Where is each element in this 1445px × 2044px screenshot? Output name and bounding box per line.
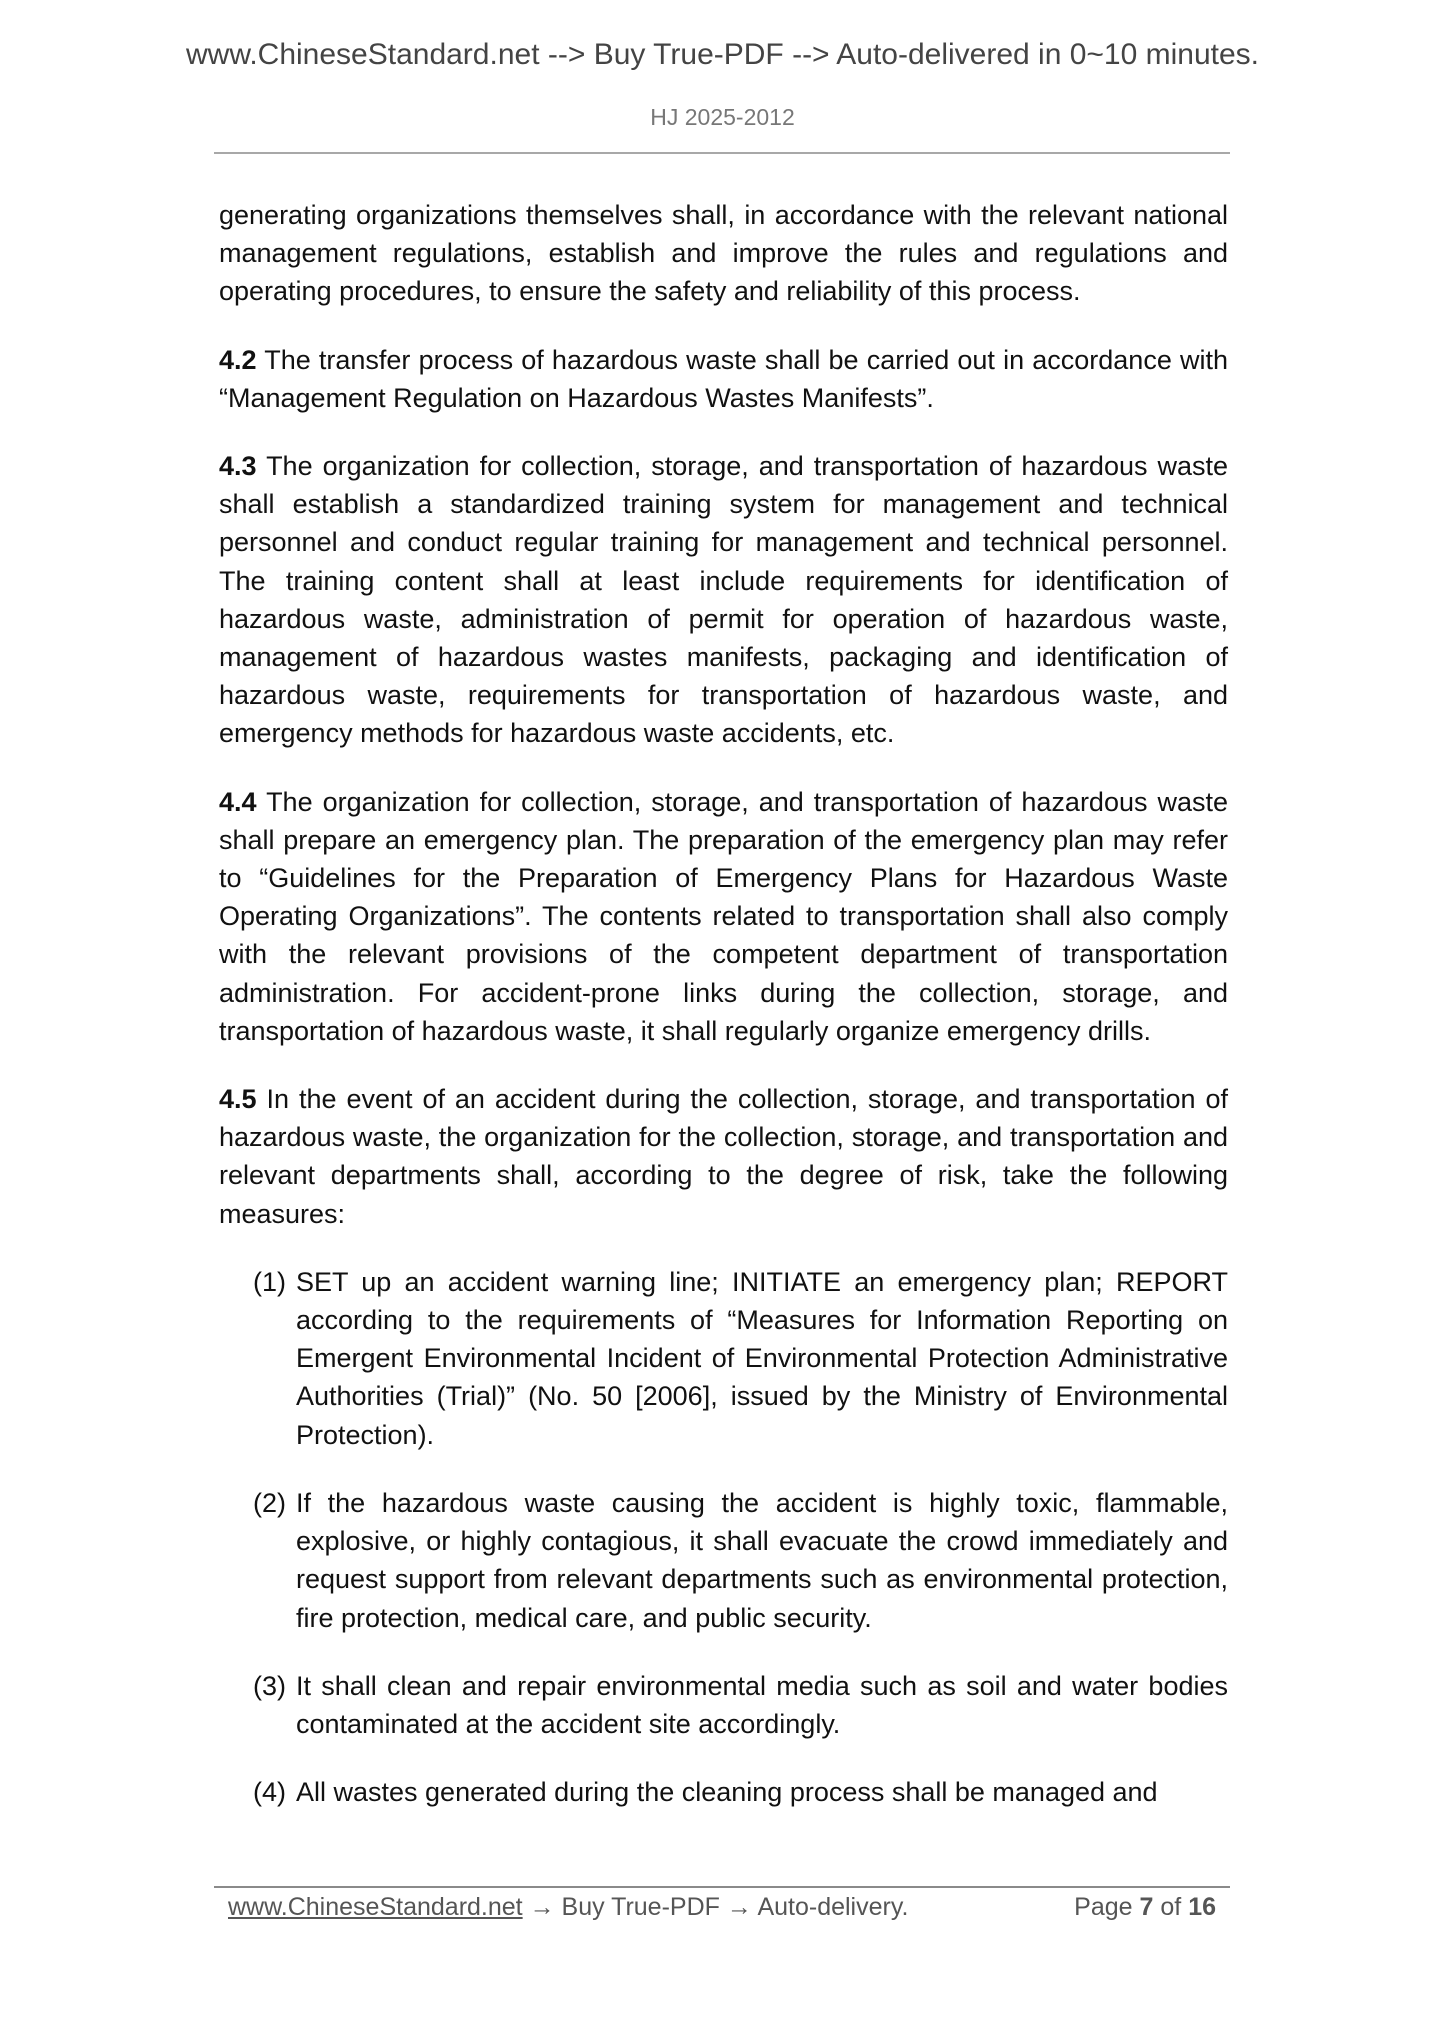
clause-number: 4.5 — [219, 1084, 257, 1115]
measure-text: SET up an accident warning line; INITIATE an emergency plan; REPORT according to the requirements of “Measures for Information Reporting on Emergent Environmental Incident of Environmental Protection Administrative Authorities (Trial)” (No. 50 [2006], issued by the Ministry of Environmental Protection). — [296, 1266, 1228, 1450]
clause-4-5 — [219, 1080, 1228, 1233]
page-current: 7 — [1139, 1893, 1154, 1921]
footer-delivery-text: Auto-delivery. — [757, 1893, 909, 1921]
measure-item-1 — [219, 1263, 1228, 1454]
measure-item-2 — [219, 1484, 1228, 1637]
measure-item-3 — [219, 1667, 1228, 1743]
page-footer — [228, 1893, 1216, 1922]
clause-text: In the event of an accident during the collection, storage, and transportation of hazardous waste, the organization for the collection, storage, and transportation and relevant departments shall, according to the degree of risk, take the following measures: — [219, 1084, 1228, 1229]
page-of-label: of — [1160, 1893, 1182, 1921]
top-banner: www.ChineseStandard.net --> Buy True-PDF --> Auto-delivered in 0~10 minutes. — [185, 38, 1260, 71]
measure-number: (2) — [253, 1487, 286, 1518]
footer-promo — [228, 1893, 908, 1922]
measure-text: It shall clean and repair environmental media such as soil and water bodies contaminated at the accident site accordingly. — [296, 1670, 1228, 1739]
document-body — [219, 196, 1228, 1841]
clause-4-4 — [219, 783, 1228, 1050]
clause-number: 4.2 — [219, 344, 257, 375]
clause-text: The transfer process of hazardous waste shall be carried out in accordance with “Management Regulation on Hazardous Wastes Manifests”. — [219, 344, 1229, 413]
document-code: HJ 2025-2012 — [650, 104, 795, 130]
measure-item-4 — [219, 1773, 1228, 1811]
measure-text: If the hazardous waste causing the accident is highly toxic, flammable, explosive, or highly contagious, it shall evacuate the crowd immediately and request support from relevant departments such as environmental protection, fire protection, medical care, and public security. — [296, 1487, 1228, 1633]
clause-number: 4.3 — [219, 451, 257, 482]
page-total: 16 — [1188, 1893, 1216, 1921]
header-divider — [214, 152, 1230, 154]
clause-4-2 — [219, 341, 1228, 417]
arrow-right-icon: → — [529, 1893, 555, 1921]
footer-site-link[interactable]: www.ChineseStandard.net — [228, 1893, 523, 1921]
clause-number: 4.4 — [219, 786, 257, 817]
footer-divider — [214, 1886, 1230, 1888]
arrow-right-icon: → — [726, 1893, 752, 1921]
clause-text: The organization for collection, storage, and transportation of hazardous waste shall prepare an emergency plan. The preparation of the emergency plan may refer to “Guidelines for the Preparation of Emergency Plans for Hazardous Waste Operating Organizations”. The contents related to transportation shall also comply with the relevant provisions of the competent department of transportation administration. For accident-prone links during the collection, storage, and transportation of hazardous waste, it shall regularly organize emergency drills. — [219, 786, 1229, 1046]
clause-text: The organization for collection, storage, and transportation of hazardous waste shall establish a standardized training system for management and technical personnel and conduct regular training for management and technical personnel. The training content shall at least include requirements for identification of hazardous waste, administration of permit for operation of hazardous waste, management of hazardous wastes manifests, packaging and identification of hazardous waste, requirements for transportation of hazardous waste, and emergency methods for hazardous waste accidents, etc. — [219, 451, 1229, 749]
measure-number: (1) — [253, 1266, 286, 1297]
clause-4-3 — [219, 447, 1228, 753]
measure-number: (4) — [253, 1777, 286, 1808]
page-label: Page — [1074, 1893, 1133, 1921]
measure-number: (3) — [253, 1670, 286, 1701]
intro-paragraph: generating organizations themselves shall, in accordance with the relevant national management regulations, establish and improve the rules and regulations and operating procedures, to ensure the safety and reliability of this process. — [219, 200, 1228, 307]
measure-text: All wastes generated during the cleaning process shall be managed and — [296, 1777, 1158, 1808]
footer-buy-text: Buy True-PDF — [561, 1893, 720, 1921]
page-indicator — [1074, 1893, 1216, 1922]
